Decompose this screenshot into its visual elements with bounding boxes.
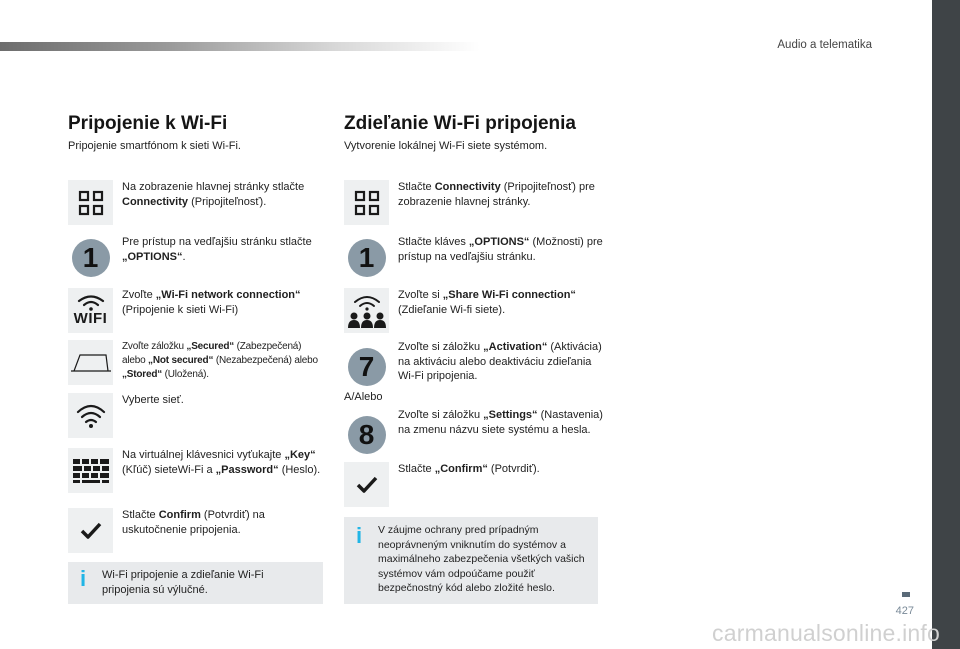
tab-icon [68, 340, 113, 385]
grid-icon [344, 180, 389, 225]
checkmark-icon [68, 508, 113, 553]
page-marker [902, 592, 910, 597]
section-subtitle: Pripojenie smartfónom k sieti Wi-Fi. [68, 140, 241, 152]
grid-icon [68, 180, 113, 225]
section-title: Audio a telematika [777, 39, 872, 51]
step-number-badge: 1 [72, 239, 110, 277]
info-icon: i [80, 566, 87, 591]
share-wifi-icon [344, 288, 389, 333]
header-gradient-bar [0, 42, 480, 51]
section-subtitle: Vytvorenie lokálnej Wi-Fi siete systémom. [344, 140, 548, 152]
keyboard-icon [68, 448, 113, 493]
step-number-badge: 1 [348, 239, 386, 277]
section-heading: Zdieľanie Wi-Fi pripojenia [344, 113, 576, 134]
checkmark-icon [344, 462, 389, 507]
page-number: 427 [895, 605, 914, 617]
alternative-label: A/Alebo [344, 391, 383, 403]
step-number-badge: 8 [348, 416, 386, 454]
section-heading: Pripojenie k Wi-Fi [68, 113, 228, 134]
info-box: i V záujme ochrany pred prípadným neoprávneným vniknutím do systémov a maximálneho zabezpečenia všetkých vašich systémov vám odpoúčame použiť bezpečnostný kód alebo zložité heslo. [344, 517, 598, 604]
info-icon: i [356, 523, 363, 548]
side-strip [932, 0, 960, 649]
step-number-badge: 7 [348, 348, 386, 386]
info-box: i Wi-Fi pripojenie a zdieľanie Wi-Fi pripojenia sú výlučné. [68, 562, 323, 604]
watermark: carmanualsonline.info [712, 620, 940, 646]
wifi-icon [68, 393, 113, 438]
wifi-label-icon: WIFI [68, 288, 113, 333]
